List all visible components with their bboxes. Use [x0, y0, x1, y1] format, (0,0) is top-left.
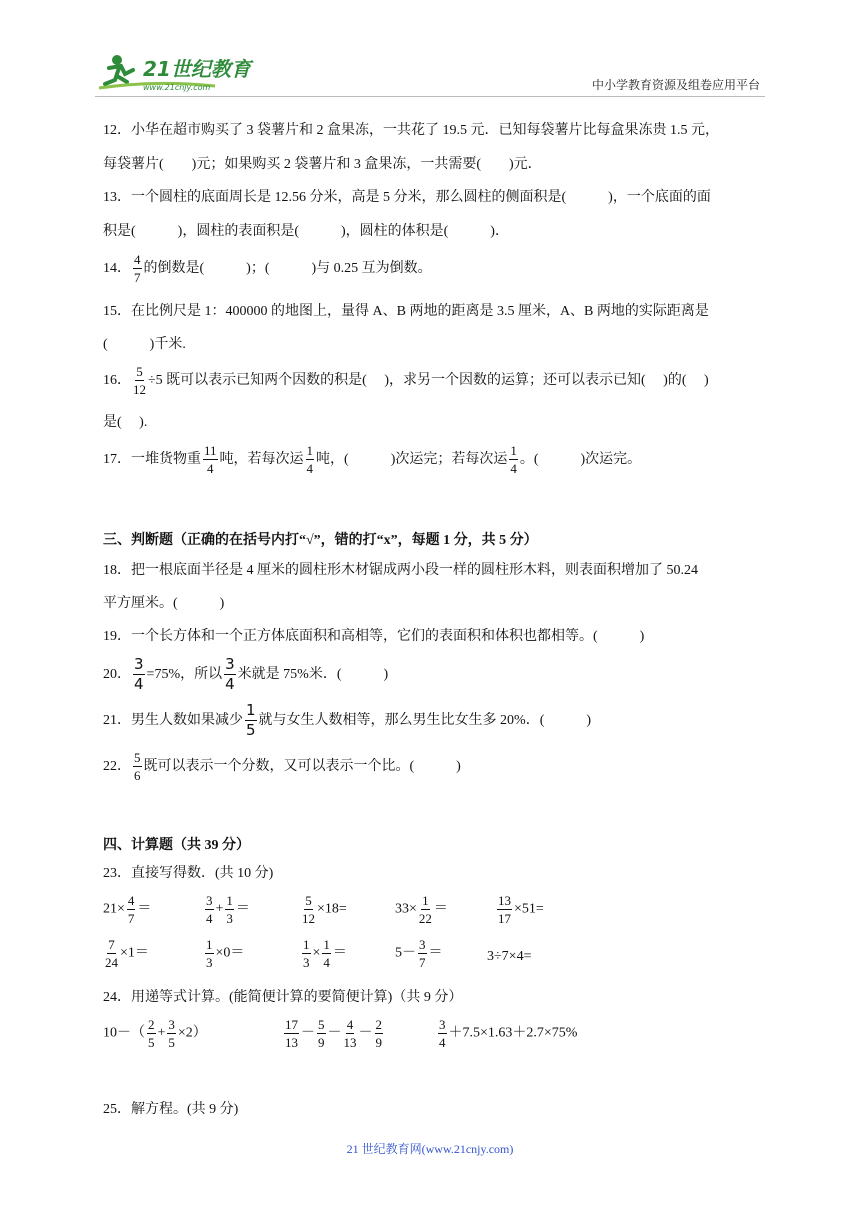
q14: 14． $\frac{4}{7}$ 的倒数是( )；( )与 0.25 互为倒数。: [103, 252, 432, 286]
calc-r2-c2: $\frac{1}{3}$ ×0＝: [206, 937, 245, 970]
q18-line1: 18．把一根底面半径是 4 厘米的圆柱形木材锯成两小段一样的圆柱形木料，则表面积增加了 50.24: [103, 563, 698, 578]
expr-2: $\frac{17}{13}$ － $\frac{5}{9}$ － $\frac{4}{13}$ － $\frac{2}{9}$: [285, 1017, 382, 1050]
calc-r2-c3: $\frac{1}{3}$ × $\frac{1}{4}$ ＝: [303, 937, 347, 970]
fraction: $\frac{1}{4}$: [306, 443, 314, 477]
q13-line2: 积是( )，圆柱的表面积是( )，圆柱的体积是( )．: [103, 224, 509, 239]
q12-line2: 每袋薯片( )元；如果购买 2 袋薯片和 3 盒果冻，一共需要( )元．: [103, 157, 542, 172]
q15-line1: 15．在比例尺是 1：400000 的地图上，量得 A、B 两地的距离是 3.5 厘米，A、B 两地的实际距离是: [103, 304, 709, 319]
expr-1: 10－（ $\frac{2}{5}$ + $\frac{3}{5}$ ×2）: [103, 1017, 207, 1050]
footer[interactable]: 21 世纪教育网(www.21cnjy.com): [346, 1142, 514, 1156]
q25-title: 25．解方程。(共 9 分): [103, 1102, 239, 1117]
expr-3: $\frac{3}{4}$ ＋7.5×1.63＋2.7×75%: [439, 1017, 578, 1050]
q24-title: 24．用递等式计算。(能简便计算的要简便计算)（共 9 分）: [103, 990, 463, 1005]
q19: 19．一个长方体和一个正方体底面积和高相等，它们的表面积和体积也都相等。( ): [103, 629, 645, 644]
q13-line1: 13．一个圆柱的底面周长是 12.56 分米，高是 5 分米，那么圆柱的侧面积是( )，一个底面的面: [103, 190, 711, 205]
q16-line2: 是( ).: [103, 415, 148, 430]
calc-r1-c3: $\frac{5}{12}$ ×18=: [302, 893, 347, 926]
section3-title: 三、判断题（正确的在括号内打“√”，错的打“x”，每题 1 分，共 5 分）: [103, 533, 538, 548]
logo: [95, 50, 265, 92]
calc-r2-c4: 5－ $\frac{3}{7}$ ＝: [395, 937, 443, 970]
platform-name: 中小学教育资源及组卷应用平台: [591, 78, 760, 92]
fraction: $\frac{1}{4}$: [510, 443, 517, 477]
fraction: $\frac{4}{7}$: [134, 252, 141, 286]
q21: 21．男生人数如果减少 $\frac{1}{5}$ 就与女生人数相等，那么男生比女生多 20%．( ): [103, 701, 592, 740]
calc-r1-c2: $\frac{3}{4}$ + $\frac{1}{3}$ ＝: [206, 893, 250, 926]
q17: 17．一堆货物重 $\frac{11}{4}$ 吨，若每次运 $\frac{1}{4}$ 吨，( )次运完；若每次运 $\frac{1}{4}$ 。( )次运完。: [103, 443, 642, 477]
fraction: $\frac{11}{4}$: [204, 443, 217, 477]
runner-logo-icon: [95, 50, 265, 92]
q18-line2: 平方厘米。( ): [103, 596, 225, 611]
calc-r2-c1: $\frac{7}{24}$ ×1＝: [105, 937, 149, 970]
fraction: $\frac{5}{12}$: [133, 364, 146, 398]
q15-line2: ( )千米.: [103, 337, 186, 352]
q23-title: 23．直接写得数．(共 10 分): [103, 866, 274, 881]
svg-text:21世纪教育: 21世纪教育: [143, 57, 251, 81]
fraction: $\frac{3}{4}$: [225, 655, 235, 694]
q16-line1: 16． $\frac{5}{12}$ ÷5 既可以表示已知两个因数的积是( )，求另一个因数的运算；还可以表示已知( )的( ): [103, 364, 709, 398]
header-divider: [95, 96, 765, 97]
calc-r1-c4: 33× $\frac{1}{22}$ ＝: [395, 893, 448, 926]
q12-line1: 12．小华在超市购买了 3 袋薯片和 2 盒果冻，一共花了 19.5 元．已知每袋薯片比每盒果冻贵 1.5 元，: [103, 123, 719, 138]
calc-r1-c5: $\frac{13}{17}$ ×51=: [498, 893, 544, 926]
fraction: $\frac{3}{4}$: [134, 655, 144, 694]
q22: 22． $\frac{5}{6}$ 既可以表示一个分数，又可以表示一个比。( ): [103, 750, 461, 784]
calc-r2-c5: 3÷7×4=: [487, 949, 532, 964]
calc-r1-c1: 21× $\frac{4}{7}$ ＝: [103, 893, 152, 926]
fraction: $\frac{5}{6}$: [134, 750, 141, 784]
svg-text:www.21cnjy.com: www.21cnjy.com: [143, 83, 211, 92]
fraction: $\frac{1}{5}$: [246, 701, 256, 740]
section4-title: 四、计算题（共 39 分）: [103, 838, 250, 853]
q20: 20． $\frac{3}{4}$ =75%，所以 $\frac{3}{4}$ 米就是 75%米．( ): [103, 655, 389, 694]
